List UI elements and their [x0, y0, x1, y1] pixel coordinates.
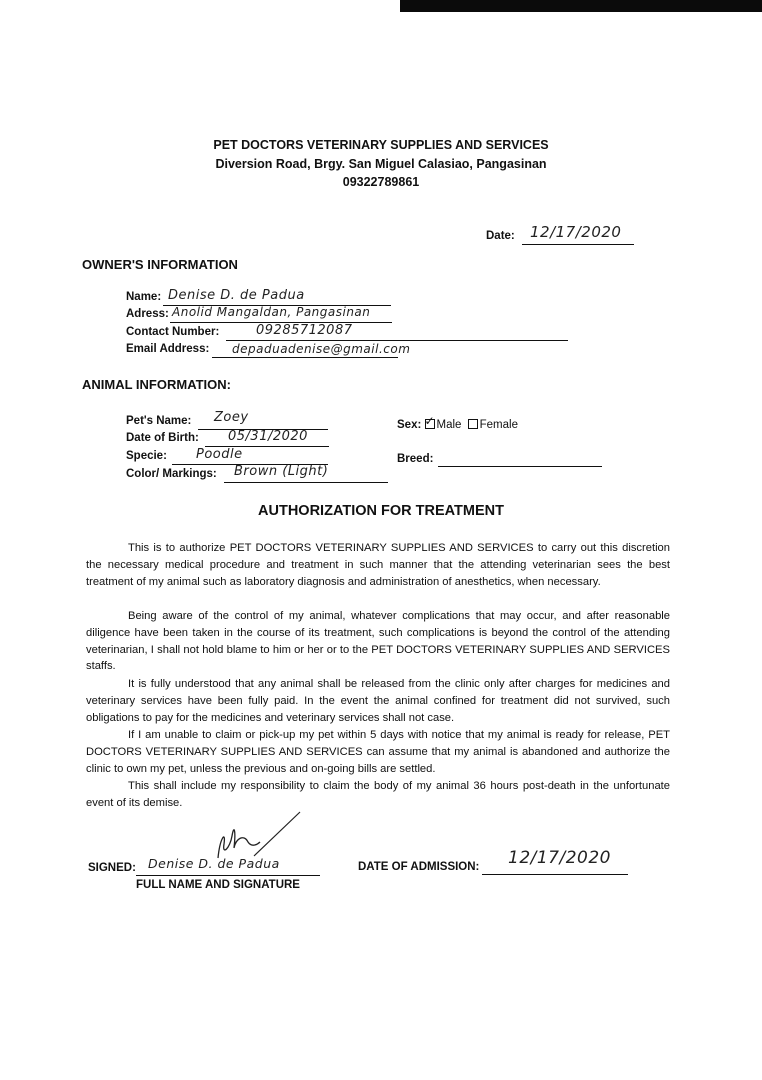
clinic-phone: 09322789861: [342, 175, 420, 189]
sex-field: [397, 414, 518, 431]
email-label: Email Address:: [126, 343, 210, 355]
date-label: Date:: [486, 230, 515, 242]
signed-label: SIGNED:: [88, 862, 136, 874]
sex-label: Sex:: [397, 419, 422, 431]
contact-number-label: Contact Number:: [126, 326, 220, 338]
date-value: 12/17/2020: [530, 223, 622, 241]
pet-name-label: Pet's Name:: [126, 415, 192, 427]
check-icon: ✓: [424, 414, 435, 428]
color-markings-value: Brown (Light): [234, 464, 329, 479]
scan-edge-shadow: [400, 0, 762, 12]
color-markings-line: [224, 482, 388, 483]
admission-date-label: DATE OF ADMISSION:: [358, 861, 480, 873]
dob-value: 05/31/2020: [228, 429, 308, 444]
specie-value: Poodle: [196, 447, 243, 462]
pet-name-value: Zoey: [214, 410, 249, 425]
sex-male-label: Male: [436, 419, 462, 431]
sex-female-label: Female: [479, 419, 518, 431]
specie-label: Specie:: [126, 450, 167, 462]
authorization-title: AUTHORIZATION FOR TREATMENT: [258, 503, 504, 519]
owner-address-label: Adress:: [126, 308, 169, 320]
animal-section-title: ANIMAL INFORMATION:: [82, 377, 231, 392]
clinic-address: Diversion Road, Brgy. San Miguel Calasiao, Pangasinan: [215, 157, 547, 171]
admission-date-line: [482, 874, 628, 875]
date-line: [522, 244, 634, 245]
email-value: depaduadenise@gmail.com: [232, 342, 411, 356]
email-line: [212, 357, 398, 358]
breed-label: Breed:: [397, 453, 434, 465]
signature-caption: FULL NAME AND SIGNATURE: [136, 879, 300, 891]
dob-label: Date of Birth:: [126, 432, 199, 444]
owner-address-value: Anolid Mangaldan, Pangasinan: [172, 305, 371, 319]
contact-number-line: [226, 340, 568, 341]
sex-female-checkbox[interactable]: [468, 419, 478, 429]
authorization-paragraph: Being aware of the control of my animal, whatever complications that may occur, and after reasonable diligence have been taken in the course of its treatment, such complications is beyond the control of the attending veterinarian, I shall not hold blame to him or her or to the PET DOCTORS VETERINARY SUPPLIES AND SERVICES staffs.: [86, 610, 670, 673]
contact-number-value: 09285712087: [256, 323, 353, 338]
sex-male-checkbox[interactable]: [424, 414, 435, 429]
owner-name-label: Name:: [126, 291, 162, 303]
signature-line: [136, 875, 320, 876]
owner-section-title: OWNER'S INFORMATION: [82, 257, 238, 272]
color-markings-label: Color/ Markings:: [126, 468, 217, 480]
authorization-paragraph: This shall include my responsibility to claim the body of my animal 36 hours post-death in the unfortunate event of its demise.: [86, 780, 670, 809]
signed-name-value: Denise D. de Padua: [148, 856, 280, 871]
admission-date-value: 12/17/2020: [508, 848, 611, 868]
authorization-paragraph: If I am unable to claim or pick-up my pet within 5 days with notice that my animal is ready for release, PET DOCTORS VETERINARY SUPPLIES AND SERVICES can assume that my animal is abandoned and authorize the clinic to own my pet, unless the previous and on-going bills are settled.: [86, 729, 670, 775]
authorization-paragraph: This is to authorize PET DOCTORS VETERINARY SUPPLIES AND SERVICES to carry out this discretion the necessary medical procedure and treatment in such manner that the attending veterinarian sees the best treatment of my animal such as laboratory diagnosis and administration of anesthetics, when necessary.: [86, 542, 670, 588]
owner-name-value: Denise D. de Padua: [168, 288, 305, 303]
breed-line: [438, 466, 602, 467]
authorization-paragraph: It is fully understood that any animal shall be released from the clinic only after charges for medicines and veterinary services have been fully paid. In the event the animal confined for treatment did not survived, such obligations to pay for the medicines and veterinary services shall not case.: [86, 678, 670, 724]
clinic-name: PET DOCTORS VETERINARY SUPPLIES AND SERVICES: [213, 138, 549, 152]
